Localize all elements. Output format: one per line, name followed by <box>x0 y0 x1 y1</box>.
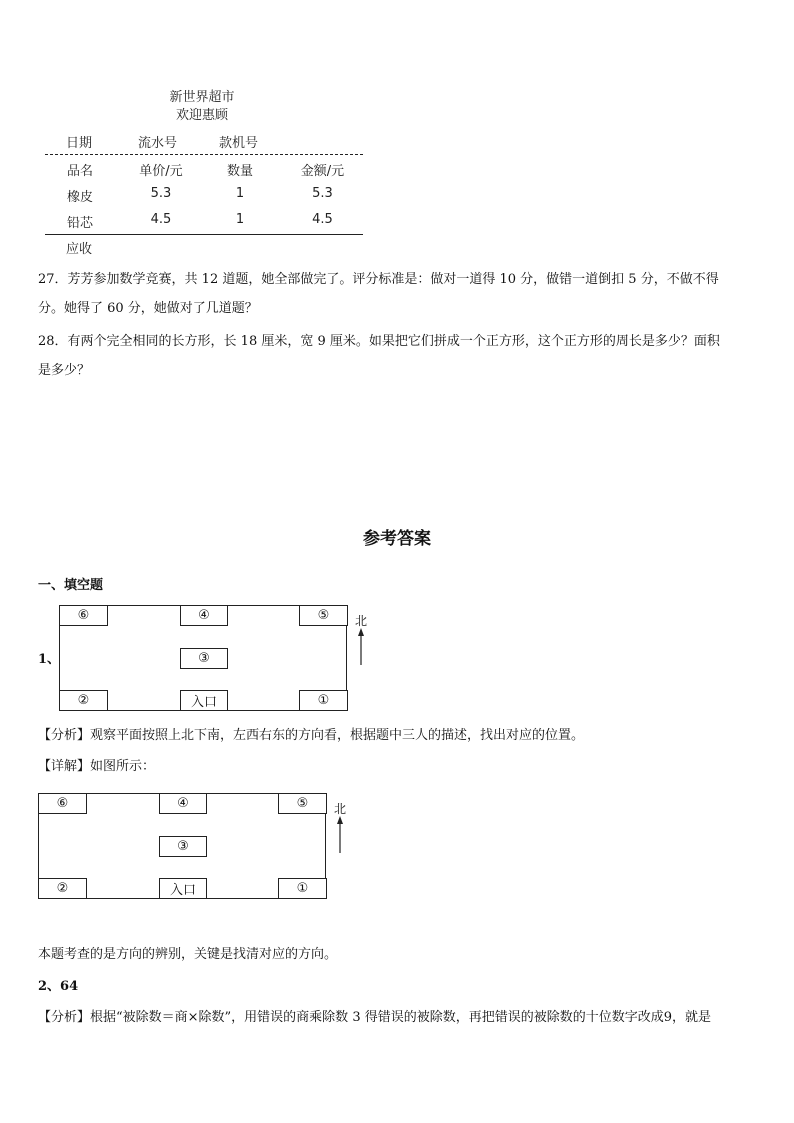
item-2-answer: 2、64 <box>38 979 79 994</box>
detail-1: 【详解】如图所示： <box>38 759 156 774</box>
receipt-row-1-amount: 5.3 <box>312 186 333 201</box>
receipt-col-qty: 数量 <box>226 164 253 179</box>
receipt-row-1-price: 5.3 <box>150 186 172 201</box>
section-fill-blanks: 一、填空题 <box>38 578 104 593</box>
plan2-north-arrow-icon <box>334 816 346 854</box>
plan1-north-label: 北 <box>355 614 368 628</box>
receipt-field-date: 日期 <box>66 136 93 151</box>
plan2-room-4: ④ <box>159 793 207 814</box>
receipt-row-1-qty: 1 <box>235 186 245 201</box>
receipt-col-amount: 金额/元 <box>300 164 345 179</box>
plan1-room-1: ① <box>299 690 348 711</box>
plan1-room-2: ② <box>59 690 108 711</box>
receipt-total-label: 应收 <box>66 242 93 257</box>
floor-plan-2 <box>38 793 326 899</box>
plan1-north-arrow-icon <box>355 628 367 666</box>
receipt-row-2-amount: 4.5 <box>312 212 333 227</box>
receipt-col-price: 单价/元 <box>139 164 183 179</box>
plan1-room-5: ⑤ <box>299 605 348 626</box>
plan2-entrance: 入口 <box>159 878 207 899</box>
receipt-row-1-name: 橡皮 <box>66 190 93 205</box>
question-28-line2: 是多少？ <box>38 363 91 378</box>
receipt-row-2-price: 4.5 <box>150 212 172 227</box>
receipt-col-name: 品名 <box>66 164 93 179</box>
analysis-2: 【分析】根据“被除数＝商×除数”，用错误的商乘除数 3 得错误的被除数，再把错误的被除数的十位数字改成9，就是 <box>38 1010 711 1025</box>
receipt-row-2-name: 铅芯 <box>66 216 93 231</box>
analysis-1: 【分析】观察平面按照上北下南，左西右东的方向看，根据题中三人的描述，找出对应的位置。 <box>38 728 585 743</box>
receipt-row-2-qty: 1 <box>235 212 245 227</box>
receipt-store-name: 新世界超市 <box>169 90 235 105</box>
question-28-line1: 28．有两个完全相同的长方形，长 18 厘米，宽 9 厘米。如果把它们拼成一个正方形，这个正方形的周长是多少？面积 <box>38 334 720 349</box>
item-1-label: 1、 <box>38 652 61 667</box>
conclusion-1: 本题考查的是方向的辨别，关键是找清对应的方向。 <box>38 947 338 962</box>
question-27-line2: 分。她得了 60 分，她做对了几道题？ <box>38 301 258 316</box>
plan1-room-3: ③ <box>180 648 228 669</box>
plan2-room-6: ⑥ <box>38 793 87 814</box>
receipt-welcome: 欢迎惠顾 <box>175 108 228 123</box>
answers-title: 参考答案 <box>363 529 431 549</box>
plan2-room-5: ⑤ <box>278 793 327 814</box>
plan1-room-4: ④ <box>180 605 228 626</box>
floor-plan-1 <box>59 605 347 711</box>
plan1-room-6: ⑥ <box>59 605 108 626</box>
receipt-field-serial: 流水号 <box>138 136 178 151</box>
question-27-line1: 27．芳芳参加数学竞赛，共 12 道题，她全部做完了。评分标准是：做对一道得 10 分，做错一道倒扣 5 分，不做不得 <box>38 272 719 287</box>
plan2-north-label: 北 <box>334 802 347 816</box>
receipt-dashed-divider <box>45 154 363 155</box>
plan2-room-3: ③ <box>159 836 207 857</box>
receipt-field-register: 款机号 <box>219 136 259 151</box>
plan2-room-2: ② <box>38 878 87 899</box>
plan2-room-1: ① <box>278 878 327 899</box>
plan1-entrance: 入口 <box>180 690 228 711</box>
receipt-total-divider <box>45 234 363 235</box>
